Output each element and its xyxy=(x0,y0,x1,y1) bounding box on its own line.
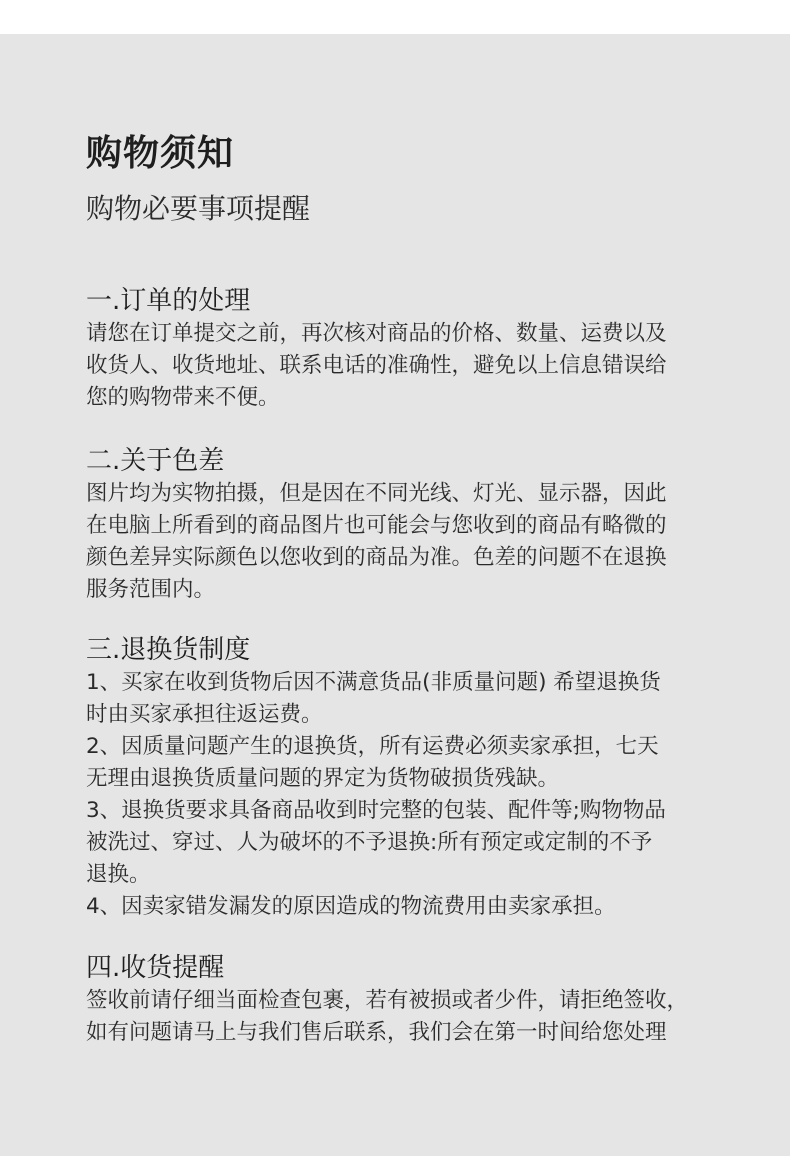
section-text-line: 2、因质量问题产生的退换货，所有运费必须卖家承担，七天 xyxy=(86,734,659,759)
section-text-line: 签收前请仔细当面检查包裹，若有被损或者少件，请拒绝签收， xyxy=(86,988,689,1013)
section-heading: 四.收货提醒 xyxy=(86,953,225,983)
section-text-line: 图片均为实物拍摄，但是因在不同光线、灯光、显示器，因此 xyxy=(86,481,667,506)
section-receipt-reminder xyxy=(86,951,726,1049)
section-heading: 三.退换货制度 xyxy=(86,635,251,665)
section-color-difference xyxy=(86,444,726,606)
section-text-line: 在电脑上所看到的商品图片也可能会与您收到的商品有略微的 xyxy=(86,513,667,538)
section-text-line: 颜色差异实际颜色以您收到的商品为准。色差的问题不在退换 xyxy=(86,545,667,570)
section-heading: 二.关于色差 xyxy=(86,446,225,476)
section-text-line: 无理由退换货质量问题的界定为货物破损货残缺。 xyxy=(86,766,560,791)
page-subtitle: 购物必要事项提醒 xyxy=(86,192,311,225)
section-text-line: 服务范围内。 xyxy=(86,577,216,602)
section-text-line: 1、买家在收到货物后因不满意货品(非质量问题) 希望退换货 xyxy=(86,670,661,695)
section-text-line: 收货人、收货地址、联系电话的准确性，避免以上信息错误给 xyxy=(86,353,667,378)
notice-panel xyxy=(0,34,790,1156)
section-return-policy xyxy=(86,633,726,923)
section-text-line: 请您在订单提交之前，再次核对商品的价格、数量、运费以及 xyxy=(86,321,667,346)
page-title: 购物须知 xyxy=(86,133,235,174)
section-text-line: 如有问题请马上与我们售后联系，我们会在第一时间给您处理 xyxy=(86,1020,667,1045)
section-text-line: 时由买家承担往返运费。 xyxy=(86,702,323,727)
section-order-processing xyxy=(86,284,726,414)
section-text-line: 退换。 xyxy=(86,862,151,887)
section-heading: 一.订单的处理 xyxy=(86,286,251,316)
section-text-line: 被洗过、穿过、人为破坏的不予退换:所有预定或定制的不予 xyxy=(86,830,653,855)
section-text-line: 3、退换货要求具备商品收到时完整的包装、配件等;购物物品 xyxy=(86,798,666,823)
section-text-line: 4、因卖家错发漏发的原因造成的物流费用由卖家承担。 xyxy=(86,894,616,919)
section-text-line: 您的购物带来不便。 xyxy=(86,385,280,410)
